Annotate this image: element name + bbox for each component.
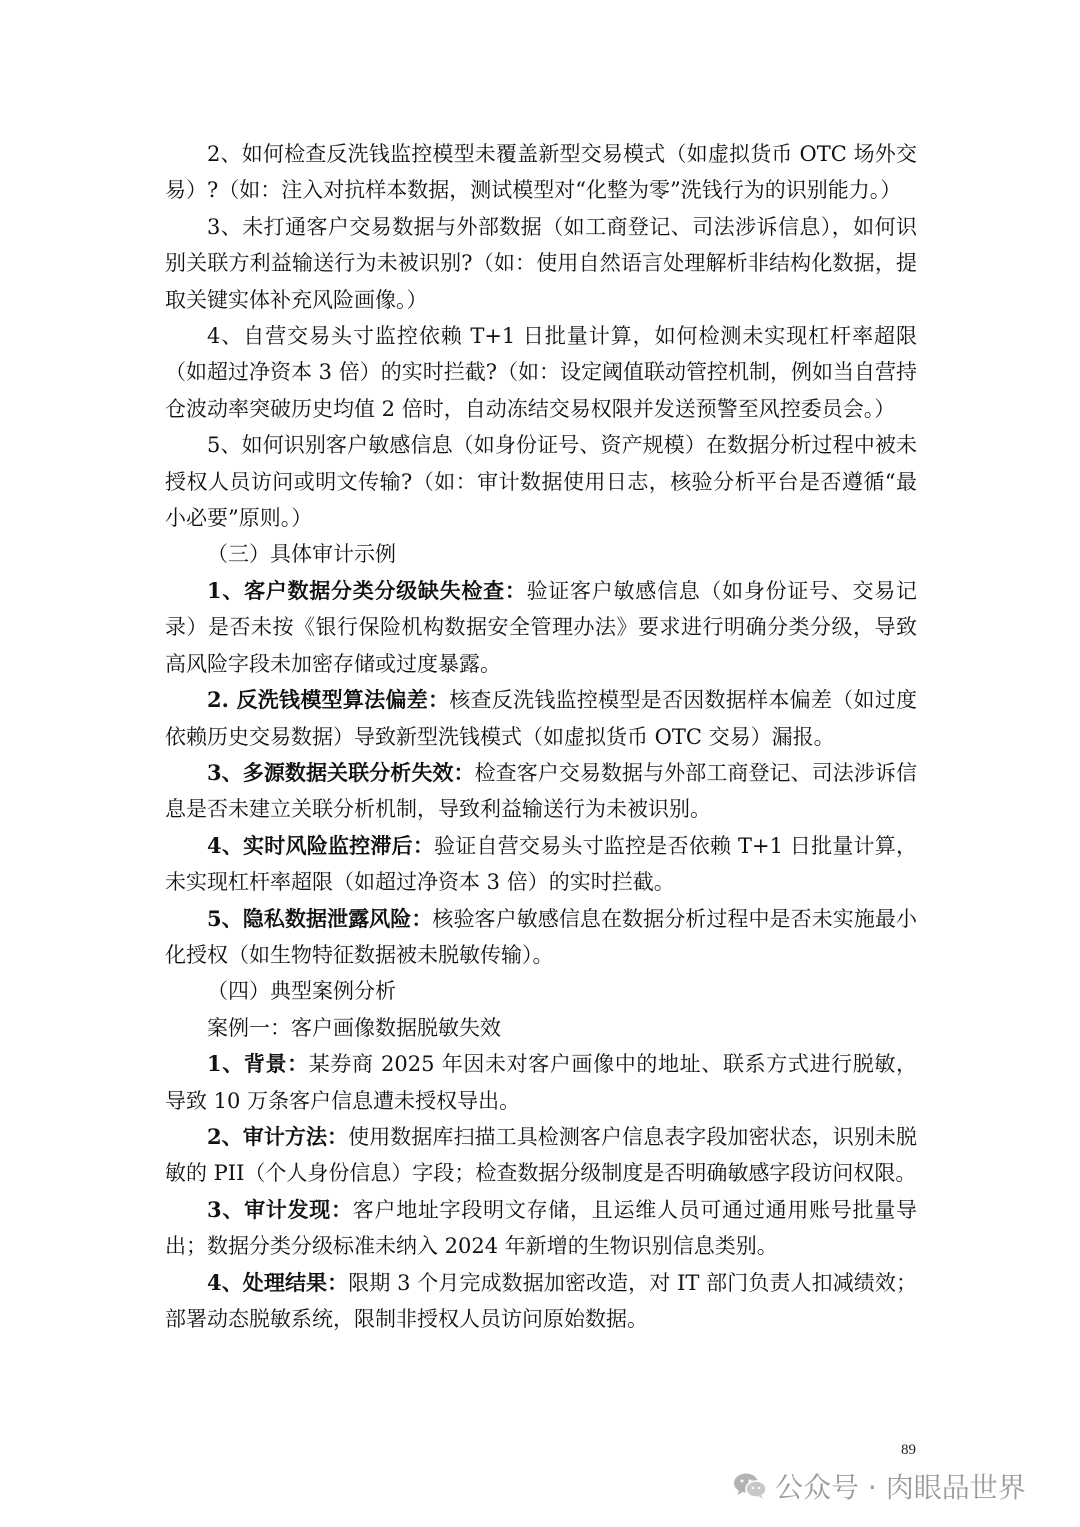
example-text-1: 验证客户敏感信息（如身份证号、交易记录）是否未按《银行保险机构数据安全管理办法》要求进行明确分类分级，导致高风险字段未加密存储或过度暴露。 — [165, 578, 917, 676]
case-title: 案例一：客户画像数据脱敏失效 — [207, 1015, 501, 1040]
case-paragraph-2 — [165, 1119, 917, 1192]
section-heading-4: （四）典型案例分析 — [207, 979, 396, 1004]
watermark — [733, 1466, 1026, 1506]
question-paragraph-2: 2、如何检查反洗钱监控模型未覆盖新型交易模式（如虚拟货币 OTC 场外交易）?（如：注入对抗样本数据，测试模型对“化整为零”洗钱行为的识别能力。） — [165, 142, 917, 203]
question-paragraph-3: 3、未打通客户交易数据与外部数据（如工商登记、司法涉诉信息），如何识别关联方利益输送行为未被识别?（如：使用自然语言处理解析非结构化数据，提取关键实体补充风险画像。） — [165, 214, 917, 312]
example-paragraph-2 — [165, 682, 917, 755]
example-text-5: 核验客户敏感信息在数据分析过程中是否未实施最小化授权（如生物特征数据被未脱敏传输）。 — [165, 906, 917, 967]
question-paragraph-4: 4、自营交易头寸监控依赖 T+1 日批量计算，如何检测未实现杠杆率超限（如超过净资本 3 倍）的实时拦截?（如：设定阈值联动管控机制，例如当自营持仓波动率突破历史均值 2 倍时，自动冻结交易权限并发送预警至风控委员会。） — [165, 324, 917, 421]
case-item-text-3: 客户地址字段明文存储，且运维人员可通过通用账号批量导出；数据分类分级标准未纳入 2024 年新增的生物识别信息类别。 — [165, 1197, 917, 1259]
page-content — [165, 136, 917, 1337]
case-item-title-1: 1、背景： — [207, 1051, 309, 1077]
example-title-1: 1、客户数据分类分级缺失检查： — [207, 577, 527, 603]
example-text-3: 检查客户交易数据与外部工商登记、司法涉诉信息是否未建立关联分析机制，导致利益输送行为未被识别。 — [165, 760, 917, 822]
example-title-5: 5、隐私数据泄露风险： — [207, 905, 433, 931]
case-item-title-4: 4、处理结果： — [207, 1269, 349, 1295]
case-item-text-2: 使用数据库扫描工具检测客户信息表字段加密状态，识别未脱敏的 PII（个人身份信息）字段；检查数据分级制度是否明确敏感字段访问权限。 — [165, 1124, 917, 1186]
example-title-2: 2. 反洗钱模型算法偏差： — [207, 687, 450, 713]
wechat-icon — [733, 1472, 767, 1500]
example-title-3: 3、多源数据关联分析失效： — [207, 759, 475, 785]
example-paragraph-1 — [165, 573, 917, 682]
case-paragraph-1 — [165, 1046, 917, 1119]
case-item-title-3: 3、审计发现： — [207, 1196, 353, 1222]
question-paragraph-5: 5、如何识别客户敏感信息（如身份证号、资产规模）在数据分析过程中被未授权人员访问或明文传输?（如：审计数据使用日志，核验分析平台是否遵循“最小必要”原则。） — [165, 433, 917, 531]
watermark-text: 公众号 · 肉眼品世界 — [775, 1471, 1026, 1504]
case-paragraph-4 — [165, 1265, 917, 1338]
case-item-text-4: 限期 3 个月完成数据加密改造，对 IT 部门负责人扣减绩效；部署动态脱敏系统，限制非授权人员访问原始数据。 — [165, 1270, 917, 1331]
example-paragraph-4 — [165, 828, 917, 901]
example-paragraph-5 — [165, 901, 917, 974]
case-item-text-1: 某券商 2025 年因未对客户画像中的地址、联系方式进行脱敏，导致 10 万条客户信息遭未授权导出。 — [165, 1052, 917, 1113]
case-paragraph-3 — [165, 1192, 917, 1265]
example-paragraph-3 — [165, 755, 917, 828]
page-number: 89 — [901, 1442, 916, 1458]
section-heading-3: （三）具体审计示例 — [207, 542, 396, 567]
case-item-title-2: 2、审计方法： — [207, 1123, 349, 1149]
example-text-2: 核查反洗钱监控模型是否因数据样本偏差（如过度依赖历史交易数据）导致新型洗钱模式（如虚拟货币 OTC 交易）漏报。 — [165, 688, 918, 749]
example-title-4: 4、实时风险监控滞后： — [207, 832, 435, 858]
example-text-4: 验证自营交易头寸监控是否依赖 T+1 日批量计算，未实现杠杆率超限（如超过净资本 3 倍）的实时拦截。 — [165, 833, 917, 895]
